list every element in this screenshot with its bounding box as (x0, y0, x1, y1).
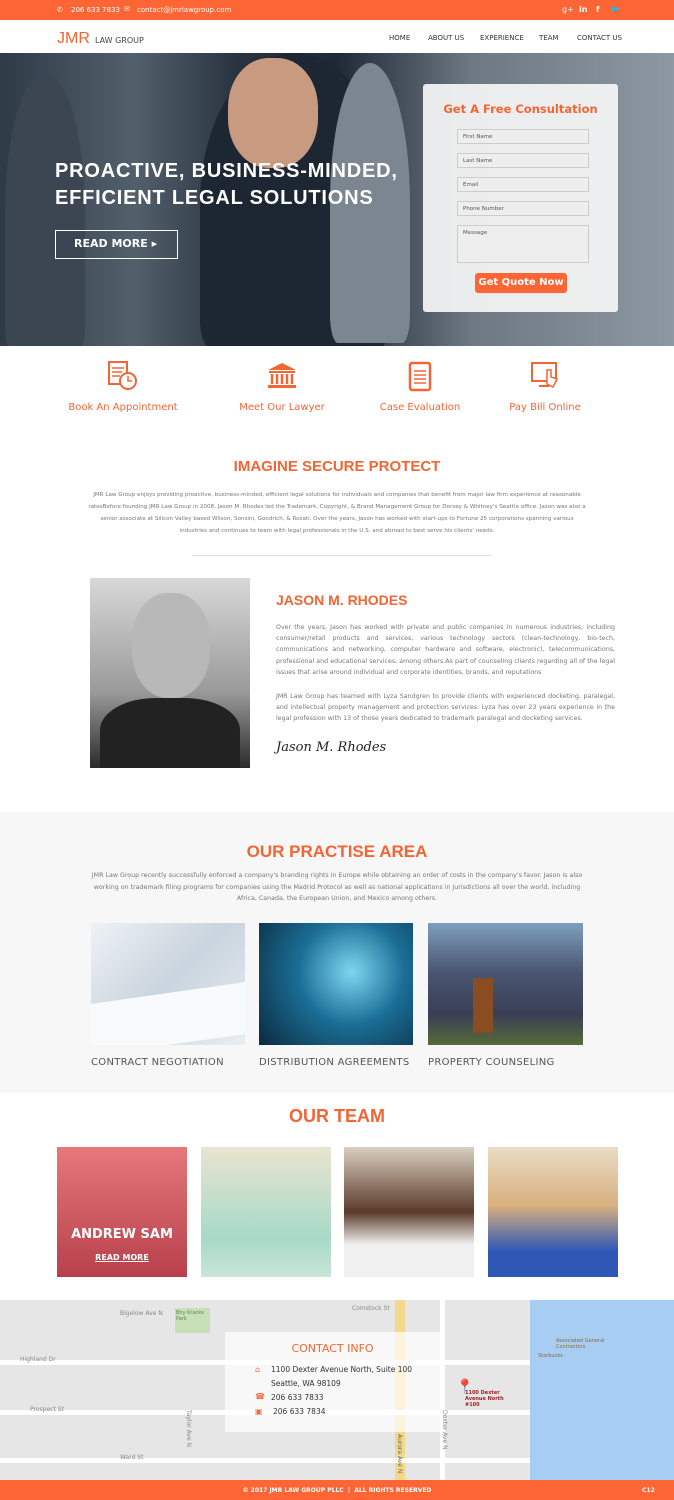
practice-label-property[interactable]: PROPERTY COUNSELING (428, 1057, 555, 1068)
phone-icon: ✆ (57, 6, 63, 14)
jason-rhodes-photo (90, 578, 250, 768)
google-plus-icon[interactable]: g+ (562, 5, 574, 14)
read-more-button[interactable]: READ MORE ▸ (55, 230, 178, 259)
hero-headline-line2: EFFICIENT LEGAL SOLUTIONS (55, 187, 374, 209)
nav-about-us[interactable]: ABOUT US (428, 34, 465, 42)
contract-negotiation-image[interactable] (91, 923, 245, 1045)
practice-label-contract[interactable]: CONTRACT NEGOTIATION (91, 1057, 224, 1068)
practice-title: OUR PRACTISE AREA (246, 842, 428, 861)
nav-team[interactable]: TEAM (539, 34, 559, 42)
feature-label: Case Evaluation (379, 402, 461, 413)
map-street-label: Highland Dr (20, 1356, 56, 1363)
contact-address-line1: 1100 Dexter Avenue North, Suite 100 (271, 1365, 413, 1374)
contact-fax: 206 633 7834 (273, 1407, 326, 1416)
map-street-label: Dexter Ave N (441, 1410, 448, 1450)
topbar-email[interactable]: contact@jmrlawgroup.com (137, 6, 232, 14)
feature-label: Book An Appointment (68, 402, 178, 413)
get-quote-button[interactable]: Get Quote Now (475, 273, 567, 293)
team-member-photo[interactable] (344, 1147, 474, 1277)
phone-icon: ☎ (255, 1392, 265, 1401)
feature-pay-bill[interactable] (470, 360, 620, 413)
logo-sub: LAW GROUP (94, 36, 144, 45)
map-pin-icon[interactable]: 📍 (456, 1379, 474, 1395)
calendar-clock-icon (107, 360, 139, 392)
map-street-label: Prospect St (30, 1406, 64, 1413)
last-name-input[interactable]: Last Name (457, 153, 589, 168)
map-pin-label: 1100 Dexter Avenue North #100 (465, 1390, 504, 1408)
contact-address-line2: Seattle, WA 98109 (271, 1379, 341, 1388)
feature-book-appointment[interactable] (48, 360, 198, 413)
signature: Jason M. Rhodes (276, 740, 387, 755)
nav-contact-us[interactable]: CONTACT US (577, 34, 622, 42)
hero-photo-face (228, 58, 318, 168)
twitter-icon[interactable]: 🐦 (610, 5, 620, 14)
team-member-photo[interactable] (201, 1147, 331, 1277)
map-street-label: Ward St (120, 1454, 144, 1461)
footer-copyright: © 2017 JMR LAW GROUP PLLC | ALL RIGHTS RESERVED (242, 1487, 432, 1494)
profile-bio-2: JMR Law Group has teamed with Lyza Sandgren to provide clients with experienced docketing, paralegal, and intellectual property management and protection services. Lyza has over 23 years experience in the legal profession with 13 of those years dedicated to trademark paralegal and docketing services. (276, 693, 615, 723)
feature-label: Pay Bill Online (509, 402, 581, 413)
practice-label-distribution[interactable]: DISTRIBUTION AGREEMENTS (259, 1057, 410, 1068)
footer-badge: C12 (642, 1487, 655, 1494)
team-read-more-link[interactable]: READ MORE (95, 1253, 149, 1262)
logo-main: JMR (57, 30, 90, 47)
email-icon: ✉ (124, 5, 130, 13)
footer (0, 1480, 674, 1500)
message-textarea[interactable]: Message (457, 225, 589, 263)
map-place-label: Associated General Contractors (556, 1338, 605, 1350)
courthouse-icon (266, 360, 298, 392)
property-counseling-image[interactable] (428, 923, 583, 1045)
intro-text: JMR Law Group enjoys providing proactive, business-minded, efficient legal solutions for individuals and companies that benefit from major law firm experience at reasonable ratesBefore founding JMR Law Group in 2008, Jason M. Rhodes led the Trademark, Copyright, & Brand Management Group for Dorsey & Whitney's Seattle office. Jason was also a senior associate at Silicon Valley based Wilson, Sonsini, Goodrich, & Rosati. Over the years, Jason has worked with start-ups to Fortune 25 corporations spanning various industries and continues to team with legal professionals in the U.S. and abroad to best serve his clients' needs. (88, 492, 586, 534)
map-street-label: Comstock St (352, 1305, 390, 1312)
home-icon: ⌂ (255, 1365, 261, 1374)
feature-meet-lawyer[interactable] (207, 360, 357, 413)
map-street-label: Aurora Ave N (396, 1434, 403, 1474)
map-place-label: Bhy Kracke Park (176, 1310, 205, 1322)
consultation-form (423, 84, 618, 312)
feature-label: Meet Our Lawyer (239, 402, 325, 413)
linkedin-icon[interactable]: in (579, 5, 588, 14)
phone-input[interactable]: Phone Number (457, 201, 589, 216)
fax-icon: ▣ (255, 1407, 263, 1416)
team-title: OUR TEAM (289, 1106, 385, 1126)
main-nav (0, 20, 674, 53)
facebook-icon[interactable]: f (596, 5, 600, 14)
distribution-agreements-image[interactable] (259, 923, 413, 1045)
nav-experience[interactable]: EXPERIENCE (480, 34, 524, 42)
top-bar (0, 0, 674, 20)
nav-home[interactable]: HOME (389, 34, 411, 42)
profile-name: JASON M. RHODES (276, 592, 408, 608)
read-more-label: READ MORE (74, 237, 148, 250)
contact-info-panel (225, 1332, 440, 1432)
form-title: Get A Free Consultation (443, 102, 598, 116)
team-member-name: ANDREW SAM (71, 1227, 173, 1242)
map-street-label: Taylor Ave N (185, 1410, 192, 1448)
map[interactable] (0, 1300, 674, 1480)
clipboard-icon (404, 360, 436, 392)
team-member-andrew-sam[interactable] (57, 1147, 187, 1277)
map-place-label: Starbucks (538, 1353, 563, 1359)
map-street-label: Bigelow Ave N (120, 1310, 163, 1317)
topbar-phone[interactable]: 206 633 7833 (71, 6, 120, 14)
contact-title: CONTACT INFO (291, 1342, 374, 1355)
team-member-photo[interactable] (488, 1147, 618, 1277)
divider (192, 555, 492, 556)
contact-phone[interactable]: 206 633 7833 (271, 1393, 324, 1402)
touch-screen-icon (529, 360, 561, 392)
profile-bio-1: Over the years, Jason has worked with private and public companies in numerous industries, including consumer/retail products and services, various technology sectors (clean-technology, bio-tech, communications and networking, computer hardware and software, electronic), telecommunications, professional and educational services, among others.As part of counseling clients regarding all of the legal issues that arise around individual and corporate identities, brands, and reputations (276, 624, 615, 676)
email-input[interactable]: Email (457, 177, 589, 192)
hero-headline-line1: PROACTIVE, BUSINESS-MINDED, (55, 160, 398, 182)
practice-text: JMR Law Group recently successfully enforced a company's branding rights in Europe while obtaining an order of costs in the company's favor. Jason is also working on trademark filing programs for companies using the Madrid Protocol as well as national applications in jurisdictions all over the world, including Africa, Canada, the European Union, and Mexico among others. (91, 872, 583, 902)
logo[interactable] (57, 28, 144, 48)
first-name-input[interactable]: First Name (457, 129, 589, 144)
intro-title: IMAGINE SECURE PROTECT (233, 458, 441, 475)
